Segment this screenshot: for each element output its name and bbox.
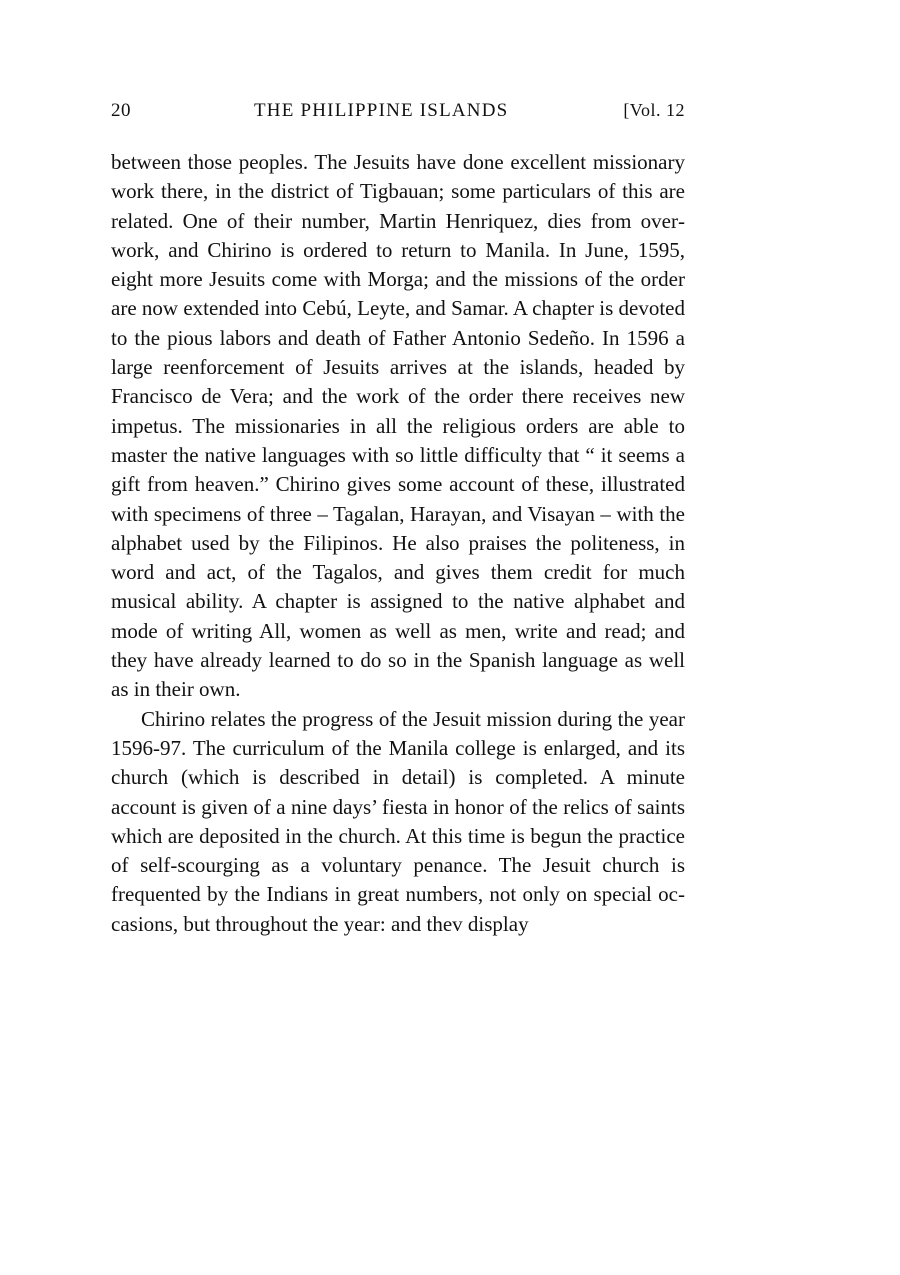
- body-text: [111, 148, 685, 939]
- page-number: 20: [111, 100, 131, 121]
- running-title: THE PHILIPPINE ISLANDS: [254, 100, 509, 121]
- paragraph: between those peoples. The Jesuits have done excellent missionary work there, in the district of Tigbauan; some particulars of this are related. One of their number, Martin Henriquez, dies from overwork, and Chirino is ordered to return to Manila. In June, 1595, eight more Jesuits come with Morga; and the missions of the order are now extended into Cebú, Leyte, and Samar. A chapter is devoted to the pious labors and death of Father Antonio Sedeño. In 1596 a large reenforcement of Jesuits arrives at the islands, headed by Francisco de Vera; and the work of the order there receives new impetus. The missionaries in all the religious orders are able to master the native languages with so little difficulty that “ it seems a gift from heaven.” Chirino gives some account of these, illustrated with specimens of three – Tagalan, Harayan, and Visayan – with the alphabet used by the Filipinos. He also praises the politeness, in word and act, of the Tagalos, and gives them credit for much musical ability. A chapter is assigned to the native alphabet and mode of writing All, women as well as men, write and read; and they have already learned to do so in the Spanish language as well as in their own.: [111, 150, 685, 702]
- paragraph: Chirino relates the progress of the Jesuit mission during the year 1596-97. The curriculum of the Manila college is enlarged, and its church (which is described in detail) is completed. A minute account is given of a nine days’ fiesta in honor of the relics of saints which are deposited in the church. At this time is begun the practice of self-scourging as a voluntary penance. The Jesuit church is frequented by the Indians in great numbers, not only on special occasions, but throughout the year: and thev display: [111, 706, 685, 936]
- page-header: [111, 100, 685, 130]
- volume-label: [Vol. 12: [623, 100, 685, 120]
